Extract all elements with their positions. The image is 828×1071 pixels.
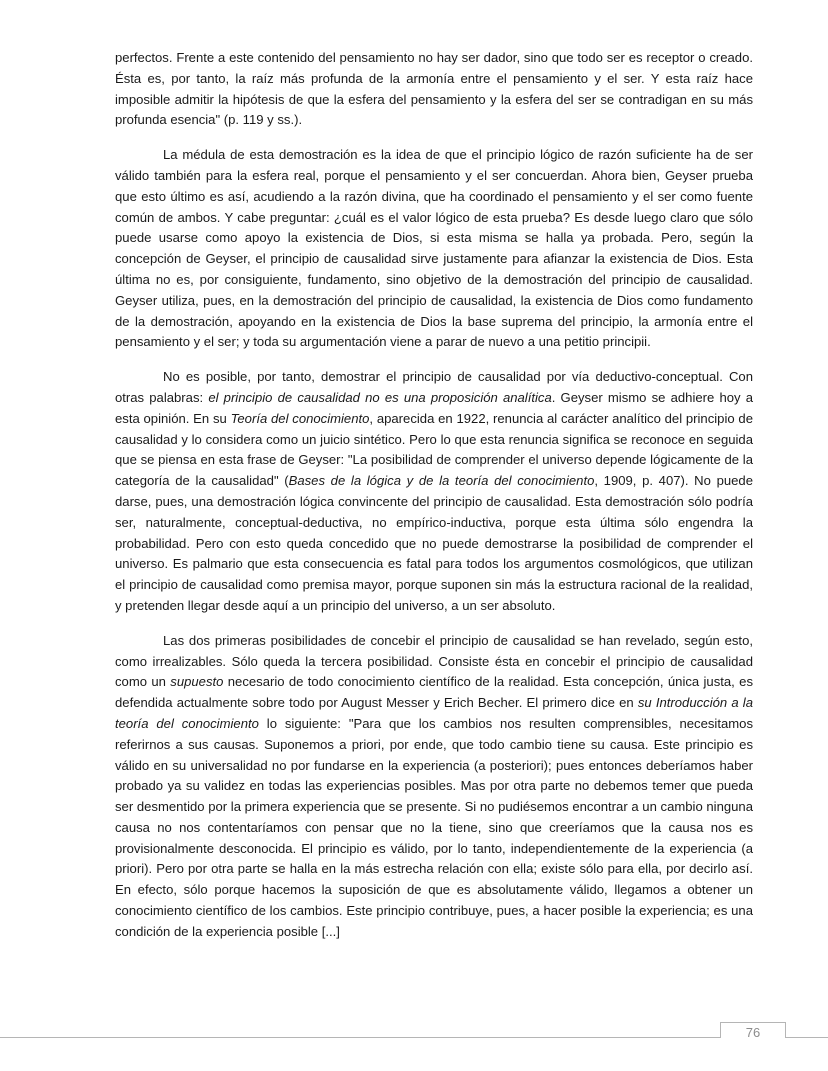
text-run: necesario de todo conocimiento científico de la realidad. Esta concepción, única justa, es defendida actualmente sobre todo por August Messer y Erich Becher. El primero dice en — [115, 674, 753, 711]
text-run: lo siguiente: "Para que los cambios nos resulten comprensibles, necesitamos referirnos a sus causas. Suponemos a priori, por ende, que todo cambio tiene su causa. Este principio es válido en su universalidad no por fundarse en la experiencia (a posteriori); pues entonces deberíamos haber probado ya su validez en todas las experiencias posibles. Mas por otra parte no debemos temer que pueda ser desmentido por la primera experiencia que se presente. Si no pudiésemos encontrar a un cambio ninguna causa no nos contentaríamos con pensar que no la tiene, sino que creeríamos que la causa nos es provisionalmente desconocida. El principio es válido, por lo tanto, independientemente de la experiencia (a priori). Pero por otra parte se halla en la más estrecha relación con ella; existe sólo para ella, por decirlo así. En efecto, sólo porque hacemos la suposición de que es absolutamente válido, llegamos a obtener un conocimiento científico de los cambios. Este principio contribuye, pues, a hacer posible la experiencia; es una condición de la experiencia posible [...] — [115, 715, 753, 939]
italic-text-run: Teoría del conocimiento — [230, 410, 370, 426]
paragraph — [115, 367, 753, 617]
page-number-box — [720, 1022, 786, 1038]
footer-rule — [0, 1037, 828, 1038]
paragraph — [115, 145, 753, 353]
paragraph — [115, 48, 753, 131]
italic-text-run: su Introducción a la teoría del conocimiento — [115, 695, 753, 731]
italic-text-run: supuesto — [170, 674, 224, 690]
text-run: La médula de esta demostración es la idea de que el principio lógico de razón suficiente ha de ser válido también para la esfera real, porque el pensamiento y el ser concuerdan. Ahora bien, Geyser prueba que esto último es así, acudiendo a la razón divina, que ha coordinado el pensamiento y el ser como fuente común de ambos. Y cabe preguntar: ¿cuál es el valor lógico de esta prueba? Es desde luego claro que sólo puede usarse como apoyo la existencia de Dios, si esta misma se halla ya probada. Pero, según la concepción de Geyser, el principio de causalidad sirve justamente para afianzar la existencia de Dios. Esta última no es, por consiguiente, fundamento, sino objetivo de la demostración del principio de causalidad. Geyser utiliza, pues, en la demostración del principio de causalidad, la existencia de Dios como fundamento de la demostración, apoyando en la existencia de Dios la base suprema del principio, la armonía entre el pensamiento y el ser; y toda su argumentación viene a parar de nuevo a una petitio principii. — [115, 147, 753, 350]
text-run: Las dos primeras posibilidades de concebir el principio de causalidad se han revelado, según esto, como irrealizables. Sólo queda la tercera posibilidad. Consiste ésta en concebir el principio de causalidad como un — [115, 632, 753, 690]
paragraph — [115, 631, 753, 943]
text-run: , 1909, p. 407). No puede darse, pues, una demostración lógica convincente del principio de causalidad. Esta demostración sólo podría ser, naturalmente, conceptual-deductiva, no empírico-inductiva, porque esta última sólo engendra la probabilidad. Pero con esto queda concedido que no puede demostrarse la posibilidad de comprender el universo. Es palmario que esta consecuencia es fatal para todos los argumentos cosmológicos, que utilizan el principio de causalidad como premisa mayor, porque suponen sin más la estructura racional de la realidad, y pretenden llegar desde aquí a un principio del universo, a un ser absoluto. — [115, 473, 753, 613]
text-run: No es posible, por tanto, demostrar el principio de causalidad por vía deductivo-conceptual. Con otras palabras: — [115, 369, 753, 405]
text-run: , aparecida en 1922, renuncia al carácter analítico del principio de causalidad y lo considera como un juicio sintético. Pero lo que esta renuncia significa se reconoce en seguida que se piensa en esta frase de Geyser: "La posibilidad de comprender el universo depende lógicamente de la categoría de la causalidad" ( — [115, 410, 753, 489]
text-run: perfectos. Frente a este contenido del pensamiento no hay ser dador, sino que todo ser es receptor o creado. Ésta es, por tanto, la raíz más profunda de la armonía entre el pensamiento y el ser. Y esta raíz hace imposible admitir la hipótesis de que la esfera del pensamiento y la esfera del ser se contradigan en su más profunda esencia" (p. 119 y ss.). — [115, 50, 753, 128]
text-run: . Geyser mismo se adhiere hoy a esta opinión. En su — [115, 389, 754, 426]
document-body — [115, 48, 753, 957]
italic-text-run: Bases de la lógica y de la teoría del conocimiento — [288, 473, 595, 489]
italic-text-run: el principio de causalidad no es una proposición analítica — [208, 389, 552, 405]
page-number: 76 — [745, 1025, 761, 1040]
